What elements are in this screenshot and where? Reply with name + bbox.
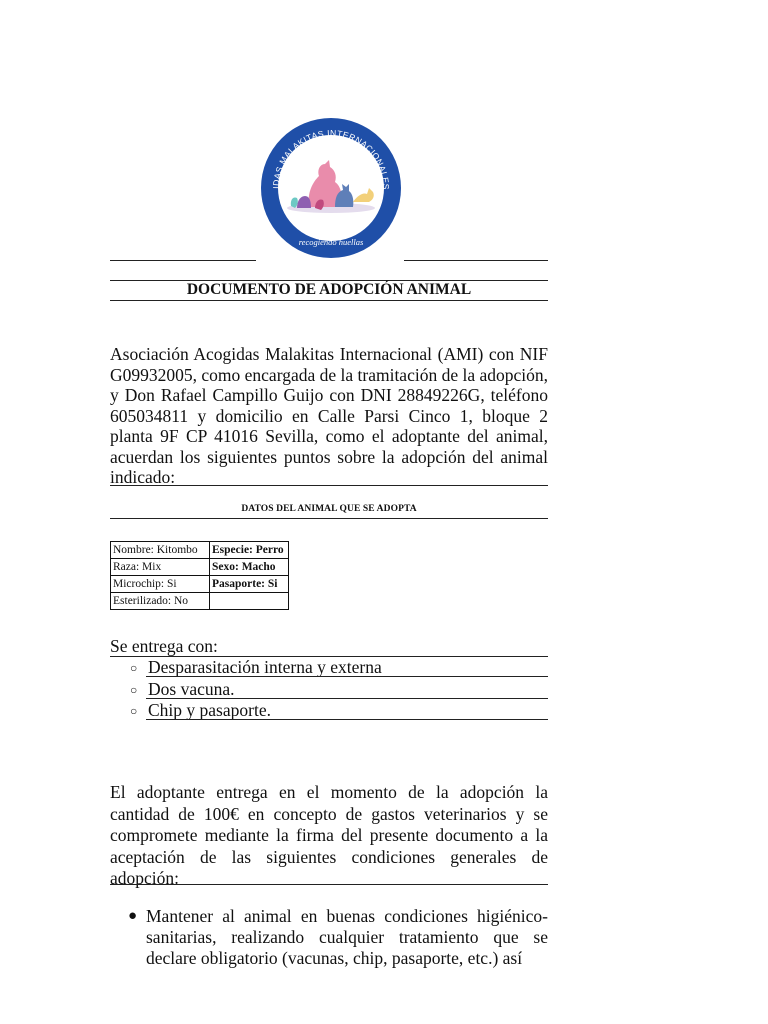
table-cell: Sexo: Macho bbox=[210, 559, 289, 576]
association-logo bbox=[257, 112, 405, 260]
title-rule-bottom bbox=[110, 300, 548, 301]
list-item bbox=[130, 679, 235, 700]
document-title: DOCUMENTO DE ADOPCIÓN ANIMAL bbox=[186, 281, 472, 298]
table-cell: Esterilizado: No bbox=[111, 593, 210, 610]
table-cell: Microchip: Si bbox=[111, 576, 210, 593]
table-row bbox=[111, 576, 289, 593]
bullet-icon: ● bbox=[128, 908, 138, 924]
table-row bbox=[111, 542, 289, 559]
table-row bbox=[111, 559, 289, 576]
list-item-rule bbox=[146, 676, 548, 677]
circle-bullet-icon: ○ bbox=[130, 704, 138, 718]
list-item-rule bbox=[146, 719, 548, 720]
animal-section-title: DATOS DEL ANIMAL QUE SE ADOPTA bbox=[241, 504, 417, 514]
list-item-text: Dos vacuna. bbox=[148, 679, 235, 699]
list-item-rule bbox=[146, 698, 548, 699]
condition-item: Mantener al animal en buenas condiciones higiénico-sanitarias, realizando cualquier tratamiento que se declare obligatorio (vacunas, chip, pasaporte, etc.) así bbox=[146, 906, 548, 968]
table-cell: Raza: Mix bbox=[111, 559, 210, 576]
conditions-list bbox=[110, 906, 548, 976]
payment-rule bbox=[110, 884, 548, 885]
circle-bullet-icon: ○ bbox=[130, 683, 138, 697]
logo-ring-text: IDAS MALAKITAS INTERNACIONALES bbox=[270, 127, 392, 190]
logo-tagline: recogiendo huellas bbox=[298, 237, 364, 247]
table-cell bbox=[210, 593, 289, 610]
payment-paragraph: El adoptante entrega en el momento de la adopción la cantidad de 100€ en concepto de gastos veterinarios y se compromete mediante la firma del presente documento a la aceptación de las siguientes condiciones generales de adopción: bbox=[110, 782, 548, 888]
logo-emblem bbox=[257, 112, 405, 260]
intro-paragraph: Asociación Acogidas Malakitas Internacional (AMI) con NIF G09932005, como encargada de la tramitación de la adopción, y Don Rafael Campillo Guijo con DNI 28849226G, teléfono 605034811 y domicilio en Calle Parsi Cinco 1, bloque 2 planta 9F CP 41016 Sevilla, como el adoptante del animal, acuerdan los siguientes puntos sobre la adopción del animal indicado: bbox=[110, 344, 548, 487]
table-cell: Pasaporte: Si bbox=[210, 576, 289, 593]
header-rule-left bbox=[110, 260, 256, 261]
table-cell: Especie: Perro bbox=[210, 542, 289, 559]
table-cell: Nombre: Kitombo bbox=[111, 542, 210, 559]
list-item bbox=[130, 657, 382, 678]
delivered-with-heading: Se entrega con: bbox=[110, 636, 218, 656]
list-item-text: Chip y pasaporte. bbox=[148, 700, 271, 720]
animal-data-table bbox=[110, 541, 289, 610]
circle-bullet-icon: ○ bbox=[130, 661, 138, 675]
intro-rule bbox=[110, 485, 548, 486]
animal-section-rule bbox=[110, 518, 548, 519]
list-item bbox=[130, 700, 271, 721]
list-item-text: Desparasitación interna y externa bbox=[148, 657, 382, 677]
header-rule-right bbox=[404, 260, 548, 261]
table-row bbox=[111, 593, 289, 610]
